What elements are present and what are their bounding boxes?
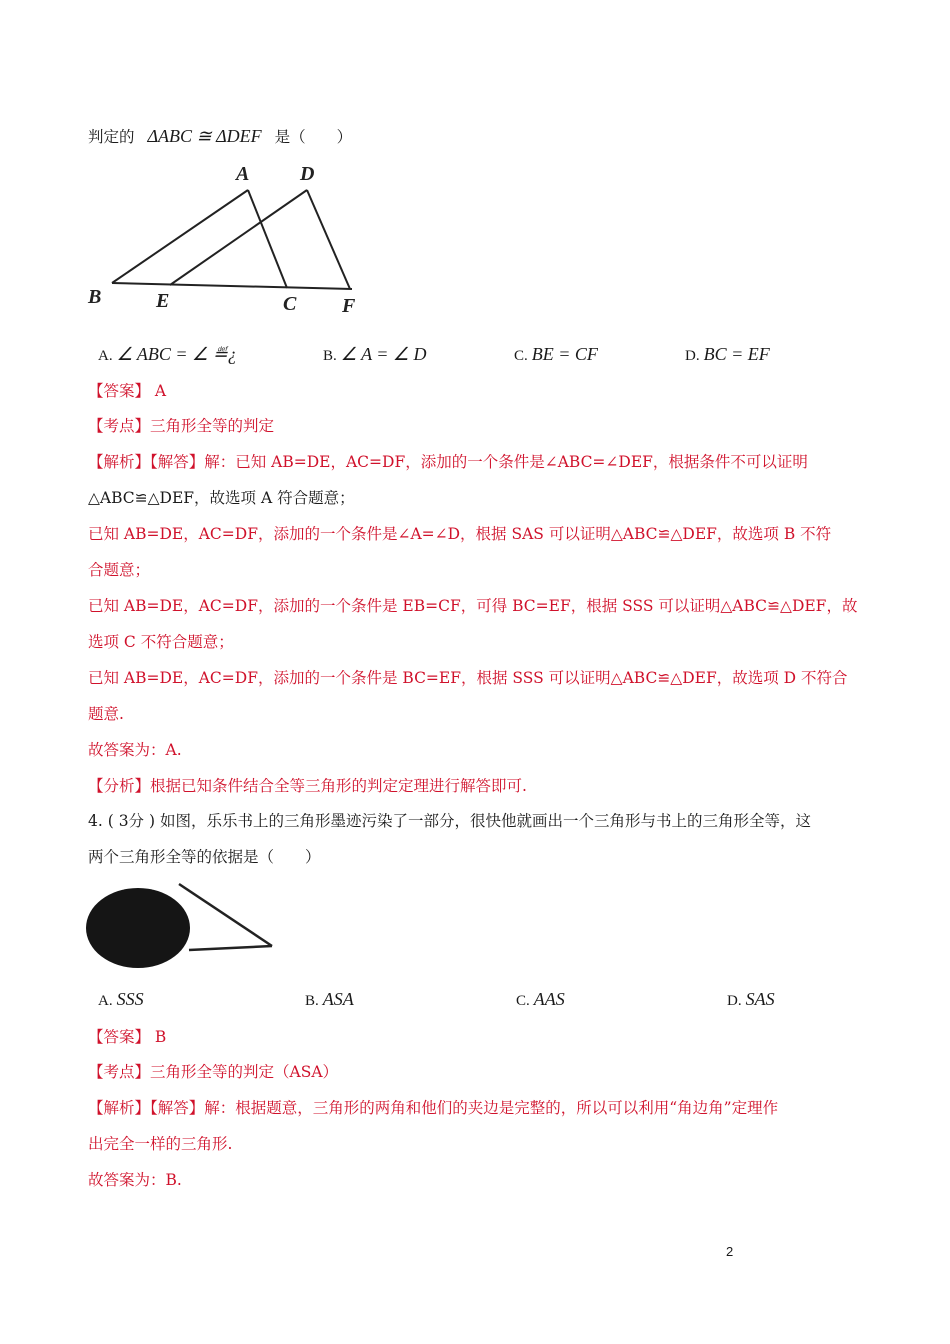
segment-bf — [112, 283, 352, 289]
q3-option-b: B. ∠ A = ∠ D — [323, 344, 427, 364]
segment-ab — [112, 190, 248, 283]
q4-option-a: A. SSS — [98, 989, 144, 1009]
triangle-side-top — [179, 884, 272, 946]
q3-stem — [88, 125, 352, 148]
q3-option-d: D. BC = EF — [685, 344, 770, 364]
q3-jiexi-6: 选项 C 不符合题意； — [88, 633, 234, 651]
q3-answer: 【答案】 A — [88, 382, 167, 400]
q3-stem-math: ΔABC ≅ ΔDEF — [147, 126, 262, 146]
ink-blot — [86, 888, 190, 968]
q4-option-c: C. AAS — [516, 989, 565, 1009]
q3-jiexi-8: 题意. — [88, 705, 124, 723]
vertex-label-d: D — [300, 163, 315, 185]
q4-stem-1: 4. ( 3分 ) 如图，乐乐书上的三角形墨迹污染了一部分，很快他就画出一个三角形与书上的三角形全等，这 — [88, 812, 811, 830]
q3-jiexi-3: 已知 AB=DE，AC=DF，添加的一个条件是∠A=∠D，根据 SAS 可以证明△ABC≌△DEF，故选项 B 不符 — [88, 525, 832, 543]
segment-ed — [170, 190, 307, 285]
q3-jiexi-2: △ABC≌△DEF，故选项 A 符合题意； — [88, 489, 355, 507]
q3-jiexi-5: 已知 AB=DE，AC=DF，添加的一个条件是 EB=CF，可得 BC=EF，根据 SSS 可以证明△ABC≌△DEF，故 — [88, 597, 858, 615]
q3-stem-suffix: 是（ ） — [274, 128, 353, 146]
q4-conclusion: 故答案为：B. — [88, 1171, 182, 1189]
q4-kaodian: 【考点】三角形全等的判定（ASA） — [88, 1063, 339, 1081]
q3-option-c: C. BE = CF — [514, 344, 598, 364]
q3-kaodian: 【考点】三角形全等的判定 — [88, 417, 275, 435]
q4-option-b: B. ASA — [305, 989, 354, 1009]
q4-jiexi-2: 出完全一样的三角形. — [88, 1135, 233, 1153]
vertex-label-e: E — [156, 290, 170, 312]
triangle-side-bottom — [189, 946, 272, 950]
q4-answer: 【答案】 B — [88, 1028, 167, 1046]
q4-option-d: D. SAS — [727, 989, 775, 1009]
page-number: 2 — [726, 1244, 734, 1259]
vertex-label-c: C — [283, 293, 297, 315]
segment-ac — [248, 190, 287, 288]
q3-jiexi-4: 合题意； — [88, 561, 151, 579]
q3-conclusion: 故答案为：A. — [88, 741, 182, 759]
q4-stem-2: 两个三角形全等的依据是（ ） — [88, 848, 321, 866]
vertex-label-b: B — [88, 286, 102, 308]
q3-triangle-figure — [80, 160, 380, 325]
q3-stem-prefix: 判定的 — [88, 128, 135, 146]
segment-df — [307, 190, 350, 289]
vertex-label-f: F — [342, 295, 356, 317]
q4-ink-triangle-figure — [84, 880, 284, 975]
q3-option-a: A. ∠ ABC = ∠ ≝¿ — [98, 344, 237, 364]
q4-jiexi-1: 【解析】【解答】解：根据题意，三角形的两角和他们的夹边是完整的，所以可以利用“角边角”定理作 — [88, 1099, 779, 1117]
vertex-label-a: A — [236, 163, 250, 185]
q3-jiexi-1: 【解析】【解答】解：已知 AB=DE，AC=DF，添加的一个条件是∠ABC=∠DEF，根据条件不可以证明 — [88, 453, 808, 471]
q3-fenxi: 【分析】根据已知条件结合全等三角形的判定定理进行解答即可. — [88, 777, 527, 795]
q3-jiexi-7: 已知 AB=DE，AC=DF，添加的一个条件是 BC=EF，根据 SSS 可以证明△ABC≌△DEF，故选项 D 不符合 — [88, 669, 848, 687]
